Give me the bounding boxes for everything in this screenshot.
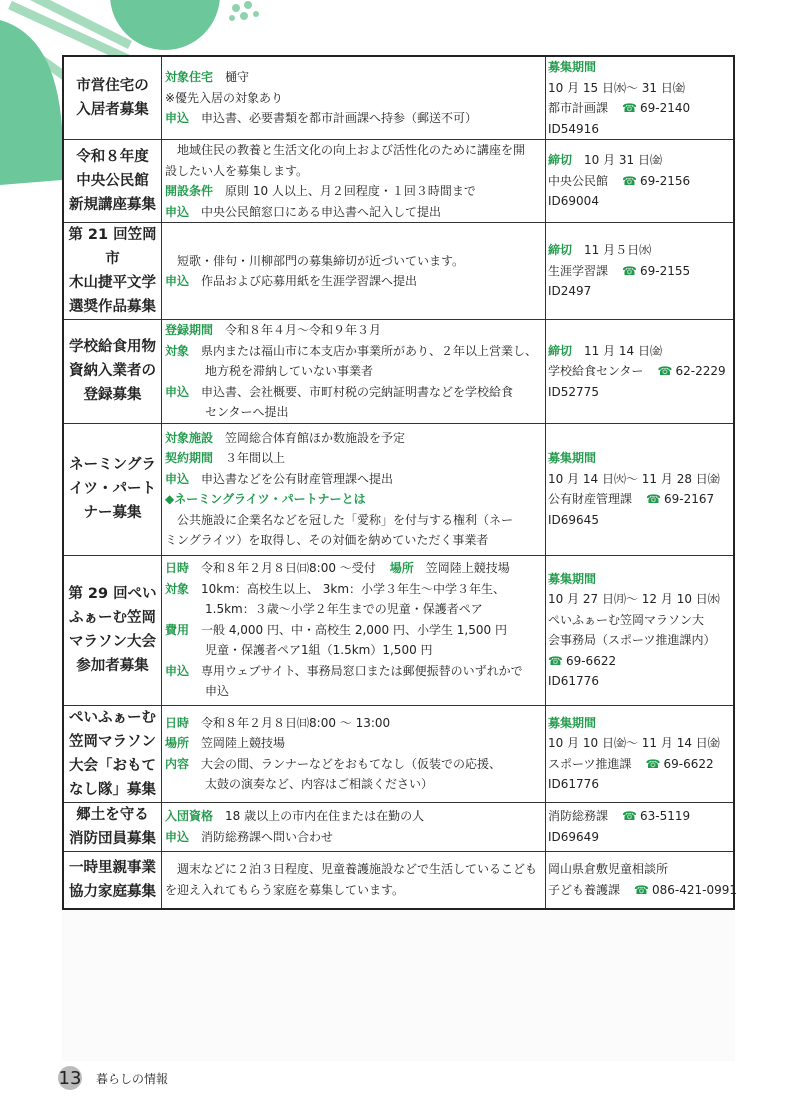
- row-title: [63, 802, 162, 851]
- table-row: [63, 320, 734, 424]
- row-contact: [546, 223, 735, 320]
- detail-text: ミングライツ）を取得し、その対価を納めていただく事業者: [165, 533, 489, 547]
- row-details: [162, 223, 546, 320]
- contact-text: スポーツ推進課: [548, 756, 632, 771]
- contact-label: 締切: [548, 343, 573, 358]
- detail-text: 一般 4,000 円、中・高校生 2,000 円、小学生 1,500 円: [201, 622, 507, 637]
- detail-label: 対象: [165, 343, 190, 358]
- detail-label: ◆ネーミングライツ・パートナーとは: [165, 492, 366, 506]
- title-line: 木山捷平文学: [69, 275, 156, 291]
- row-contact: [546, 423, 735, 555]
- contact-line: [548, 651, 730, 672]
- contact-text: 10 月 31 日㈮: [584, 153, 662, 168]
- detail-line: [165, 530, 542, 551]
- contact-line: [548, 827, 730, 848]
- detail-line: [165, 754, 542, 775]
- detail-text: 短歌・俳句・川柳部門の募集締切が近づいています。: [165, 253, 465, 268]
- detail-text: ※優先入居の対象あり: [165, 90, 284, 105]
- detail-text: 笠岡総合体育館ほか数施設を予定: [225, 430, 406, 445]
- detail-text: 地方税を滞納していない事業者: [205, 364, 374, 378]
- contact-line: [548, 589, 730, 610]
- detail-line: [165, 558, 542, 579]
- detail-text: 申込書、必要書類を都市計画課へ持参（郵送不可）: [201, 111, 478, 126]
- detail-text: 樋守: [225, 70, 250, 85]
- detail-label: 申込: [165, 829, 190, 844]
- contact-text: ID69645: [548, 512, 599, 527]
- row-contact: [546, 140, 735, 223]
- title-line: ネーミングラ: [69, 457, 156, 473]
- contact-line: [548, 806, 730, 827]
- detail-text: 笠岡陸上競技場: [425, 561, 510, 576]
- contact-line: [548, 119, 730, 140]
- detail-label: 内容: [165, 756, 190, 771]
- row-details: [162, 555, 546, 705]
- detail-text: 大会の間、ランナーなどをおもてなし（仮装での応援、: [201, 756, 502, 771]
- title-line: 入居者募集: [76, 102, 149, 118]
- phone-icon: ☎: [634, 882, 649, 897]
- detail-label: 申込: [165, 204, 190, 219]
- row-contact: [546, 851, 735, 909]
- detail-text: 申込書などを公有財産管理課へ提出: [201, 471, 394, 486]
- contact-text: 学校給食センター: [548, 364, 644, 378]
- contact-text: 公有財産管理課: [548, 492, 633, 506]
- title-line: 協力家庭募集: [69, 883, 156, 900]
- title-line: 登録募集: [83, 387, 142, 404]
- contact-text: ID61776: [548, 674, 599, 688]
- row-contact: [546, 320, 735, 424]
- contact-line: [548, 489, 730, 510]
- title-line: 市営住宅の: [76, 78, 149, 94]
- detail-text: 令和８年４月～令和９年３月: [225, 323, 382, 337]
- detail-label: 日時: [165, 561, 190, 576]
- title-line: 中央公民館: [76, 173, 149, 189]
- contact-line: [548, 150, 730, 171]
- detail-text: 地域住民の教養と生活文化の向上および活性化のために講座を開: [165, 143, 526, 157]
- phone-icon: ☎: [622, 263, 637, 278]
- title-line: 郷土を守る: [76, 806, 149, 823]
- contact-line: [548, 859, 730, 880]
- row-details: [162, 802, 546, 851]
- contact-label: 募集期間: [548, 60, 597, 74]
- detail-text: 公共施設に企業名などを冠した「愛称」を付与する権利（ネー: [165, 512, 514, 527]
- detail-label: 対象住宅: [165, 70, 214, 85]
- contact-text: 11 月 14 日㈮: [584, 343, 662, 358]
- detail-line: [165, 640, 542, 661]
- contact-text: 都市計画課: [548, 101, 609, 115]
- contact-line: [548, 98, 730, 119]
- title-line: イツ・パート: [69, 481, 156, 497]
- title-line: ナー募集: [83, 505, 142, 521]
- detail-line: [165, 733, 542, 754]
- detail-line: [165, 202, 542, 223]
- contact-text: ID2497: [548, 284, 592, 299]
- detail-label: 開設条件: [165, 184, 214, 198]
- contact-line: [548, 469, 730, 490]
- title-line: なし隊」募集: [69, 781, 156, 798]
- contact-text: ID69004: [548, 194, 599, 209]
- contact-text: 岡山県倉敷児童相談所: [548, 862, 669, 877]
- contact-text: ID69649: [548, 829, 599, 844]
- title-line: 学校給食用物: [69, 339, 156, 356]
- phone-icon: ☎: [646, 492, 661, 506]
- contact-label: 募集期間: [548, 571, 597, 586]
- contact-line: [548, 171, 730, 192]
- contact-line: [548, 713, 730, 734]
- detail-line: [165, 108, 542, 129]
- row-details: [162, 320, 546, 424]
- detail-line: [165, 88, 542, 109]
- contact-line: [548, 610, 730, 631]
- phone-number: 62-2229: [675, 364, 726, 378]
- row-title: [63, 705, 162, 802]
- table-row: [63, 423, 734, 555]
- page-footer: [58, 1066, 168, 1090]
- row-title: [63, 555, 162, 705]
- contact-line: [548, 733, 730, 754]
- contact-text: ID52775: [548, 384, 599, 399]
- table-row: [63, 223, 734, 320]
- contact-line: [548, 57, 730, 78]
- detail-text: 週末などに２泊３日程度、児童養護施設などで生活しているこども: [165, 862, 538, 877]
- row-contact: [546, 802, 735, 851]
- detail-line: [165, 251, 542, 272]
- table-row: [63, 555, 734, 705]
- contact-line: [548, 78, 730, 99]
- detail-line: [165, 361, 542, 382]
- table-row: [63, 802, 734, 851]
- detail-line: [165, 469, 542, 490]
- detail-text: 県内または福山市に本支店か事業所があり、２年以上営業し、: [201, 343, 538, 358]
- detail-label: 申込: [165, 384, 190, 399]
- detail-text: ３年間以上: [225, 451, 286, 465]
- title-line: ぺいふぁーむ: [69, 709, 156, 726]
- contact-line: [548, 880, 737, 901]
- contact-line: [548, 382, 730, 403]
- contact-line: [548, 191, 730, 212]
- detail-label: 申込: [165, 663, 190, 678]
- contact-text: 10 月 14 日㈫～ 11 月 28 日㈮: [548, 471, 720, 486]
- contact-text: ID54916: [548, 121, 599, 136]
- detail-line: [165, 428, 542, 449]
- detail-label: 登録期間: [165, 323, 214, 337]
- contact-line: [548, 361, 730, 382]
- row-contact: [546, 705, 735, 802]
- page-number: 13: [58, 1067, 82, 1089]
- detail-line: [165, 859, 542, 880]
- title-line: 第 29 回ぺい: [68, 586, 157, 602]
- detail-label: 日時: [165, 715, 190, 730]
- contact-text: 11 月５日㈬: [584, 243, 652, 258]
- row-details: [162, 705, 546, 802]
- detail-label: 対象: [165, 581, 190, 596]
- phone-number: 69-2156: [639, 173, 691, 188]
- phone-icon: ☎: [622, 173, 637, 188]
- contact-line: [548, 671, 730, 692]
- contact-line: [548, 774, 730, 795]
- phone-icon: ☎: [622, 101, 637, 115]
- detail-text: 申込書、会社概要、市町村税の完納証明書などを学校給食: [201, 384, 514, 399]
- contact-text: 10 月 15 日㈬～ 31 日㈮: [548, 80, 685, 95]
- detail-line: [165, 681, 542, 702]
- detail-line: [165, 181, 542, 202]
- detail-line: [165, 579, 542, 600]
- detail-line: [165, 880, 542, 901]
- row-title: [63, 223, 162, 320]
- detail-text: 中央公民館窓口にある申込書へ記入して提出: [201, 204, 442, 219]
- contact-text: ぺいふぁーむ笠岡マラソン大: [548, 612, 705, 627]
- detail-line: [165, 806, 542, 827]
- contact-text: ID61776: [548, 777, 599, 791]
- detail-line: [165, 599, 542, 620]
- detail-text: センターへ提出: [205, 405, 289, 419]
- contact-label: 募集期間: [548, 715, 597, 730]
- row-title: [63, 423, 162, 555]
- contact-line: [548, 341, 730, 362]
- detail-label: 費用: [165, 622, 190, 637]
- contact-line: [548, 569, 730, 590]
- detail-line: [165, 620, 542, 641]
- row-details: [162, 56, 546, 140]
- detail-line: [165, 341, 542, 362]
- phone-number: 086-421-0991: [651, 882, 737, 897]
- contact-line: [548, 281, 730, 302]
- title-line: 一時里親事業: [69, 859, 156, 876]
- detail-line: [165, 827, 542, 848]
- table-row: [63, 851, 734, 909]
- detail-text: 設したい人を募集します。: [165, 163, 309, 178]
- title-line: 消防団員募集: [69, 830, 156, 847]
- detail-line: [165, 774, 542, 795]
- detail-line: [165, 271, 542, 292]
- row-title: [63, 851, 162, 909]
- contact-text: 子ども養護課: [548, 882, 621, 897]
- contact-line: [548, 754, 730, 775]
- contact-label: 締切: [548, 243, 573, 258]
- title-line: 資納入業者の: [69, 363, 156, 380]
- section-title: 暮らしの情報: [96, 1071, 169, 1086]
- detail-text: 原則 10 人以上、月２回程度・１回３時間まで: [225, 184, 476, 198]
- detail-text: を迎え入れてもらう家庭を募集しています。: [165, 882, 405, 897]
- phone-number: 69-2140: [639, 101, 691, 115]
- contact-line: [548, 630, 730, 651]
- table-row: [63, 140, 734, 223]
- phone-icon: ☎: [622, 809, 637, 823]
- table-row: [63, 56, 734, 140]
- detail-text: 1.5km：３歳～小学２年生までの児童・保護者ペア: [205, 602, 483, 617]
- row-contact: [546, 555, 735, 705]
- contact-text: 消防総務課: [548, 809, 609, 823]
- contact-line: [548, 240, 730, 261]
- table-row: [63, 705, 734, 802]
- title-line: 第 21 回笠岡市: [68, 227, 157, 267]
- detail-line: [165, 713, 542, 734]
- row-title: [63, 320, 162, 424]
- detail-label: 入団資格: [165, 809, 214, 823]
- detail-label: 場所: [389, 561, 414, 576]
- contact-line: [548, 261, 730, 282]
- detail-line: [165, 382, 542, 403]
- contact-text: 中央公民館: [548, 173, 609, 188]
- detail-line: [165, 510, 542, 531]
- detail-text: 消防総務課へ問い合わせ: [201, 829, 334, 844]
- row-details: [162, 423, 546, 555]
- detail-label: 場所: [165, 736, 190, 750]
- detail-text: 太鼓の演奏など、内容はご相談ください）: [205, 777, 434, 791]
- title-line: 参加者募集: [76, 658, 149, 674]
- title-line: 新規講座募集: [69, 197, 156, 213]
- row-details: [162, 140, 546, 223]
- detail-text: 児童・保護者ペア1組（1.5km）1,500 円: [205, 643, 433, 658]
- contact-label: 募集期間: [548, 451, 597, 465]
- detail-label: 契約期間: [165, 451, 214, 465]
- detail-text: 専用ウェブサイト、事務局窓口または郵便振替のいずれかで: [201, 663, 523, 678]
- title-line: 令和８年度: [76, 149, 149, 165]
- detail-label: 申込: [165, 111, 190, 126]
- contact-label: 締切: [548, 153, 573, 168]
- detail-text: 令和８年２月８日㈰8:00 ～受付: [201, 561, 376, 576]
- row-title: [63, 140, 162, 223]
- contact-line: [548, 510, 730, 531]
- contact-text: 10 月 10 日㈮～ 11 月 14 日㈮: [548, 736, 720, 750]
- detail-line: [165, 67, 542, 88]
- detail-text: 笠岡陸上競技場: [201, 736, 286, 750]
- phone-number: 69-6622: [663, 756, 714, 771]
- detail-text: 作品および応募用紙を生涯学習課へ提出: [201, 274, 418, 288]
- row-details: [162, 851, 546, 909]
- phone-icon: ☎: [657, 364, 673, 378]
- contact-line: [548, 448, 730, 469]
- title-line: 笠岡マラソン: [69, 733, 156, 750]
- detail-line: [165, 161, 542, 182]
- contact-text: 10 月 27 日㈪～ 12 月 10 日㈬: [548, 592, 720, 606]
- title-line: ふぁーむ笠岡: [69, 610, 156, 626]
- row-contact: [546, 56, 735, 140]
- phone-icon: ☎: [548, 653, 563, 668]
- contact-text: 生涯学習課: [548, 263, 609, 278]
- phone-number: 69-2167: [663, 492, 715, 506]
- detail-line: [165, 320, 542, 341]
- row-title: [63, 56, 162, 140]
- detail-label: 申込: [165, 274, 190, 288]
- detail-text: 10km：高校生以上、 3km：小学３年生～中学３年生、: [201, 581, 506, 596]
- detail-text: 申込: [205, 684, 230, 699]
- detail-line: [165, 140, 542, 161]
- phone-number: 69-2155: [639, 263, 691, 278]
- detail-label: 対象施設: [165, 430, 214, 445]
- detail-label: 申込: [165, 471, 190, 486]
- detail-line: [165, 448, 542, 469]
- contact-text: 会事務局（スポーツ推進課内）: [548, 633, 716, 647]
- detail-text: 令和８年２月８日㈰8:00 ～ 13:00: [201, 715, 391, 730]
- phone-icon: ☎: [645, 756, 661, 771]
- detail-line: [165, 489, 542, 510]
- phone-number: 69-6622: [565, 653, 617, 668]
- detail-line: [165, 661, 542, 682]
- detail-line: [165, 402, 542, 423]
- title-line: 選奨作品募集: [69, 299, 156, 315]
- title-line: 大会「おもて: [69, 757, 156, 774]
- recruitment-table: [62, 55, 735, 910]
- phone-number: 63-5119: [639, 809, 691, 823]
- title-line: マラソン大会: [69, 634, 156, 650]
- detail-text: 18 歳以上の市内在住または在勤の人: [225, 809, 425, 823]
